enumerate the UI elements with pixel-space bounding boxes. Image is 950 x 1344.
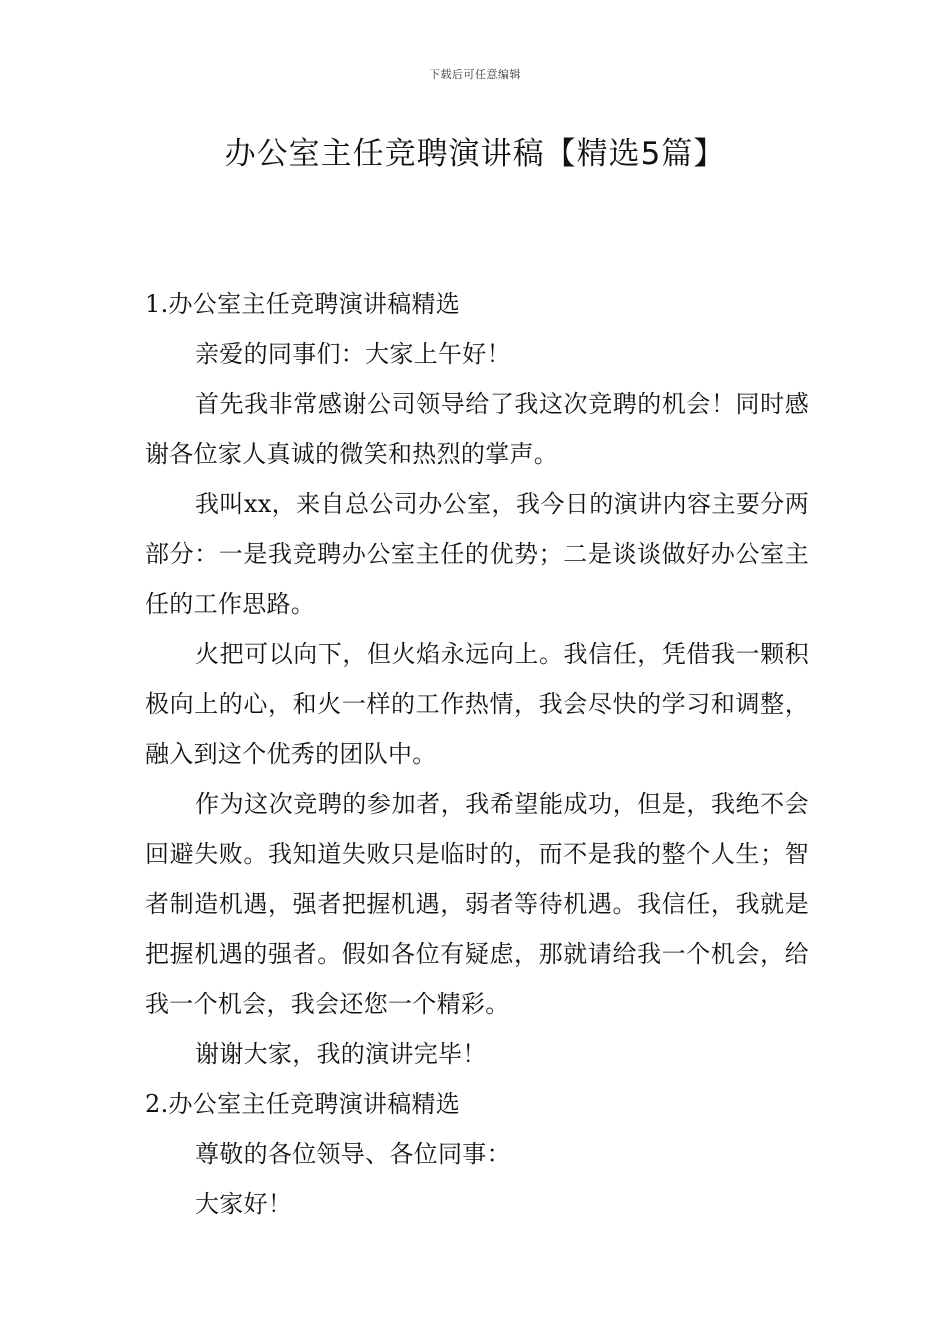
paragraph: 我叫xx，来自总公司办公室，我今日的演讲内容主要分两部分：一是我竞聘办公室主任的优势；二是谈谈做好办公室主任的工作思路。 <box>145 490 809 618</box>
paragraph: 谢谢大家，我的演讲完毕！ <box>195 1040 487 1068</box>
section-heading: 2.办公室主任竞聘演讲稿精选 <box>145 1090 461 1118</box>
paragraph: 亲爱的同事们：大家上午好！ <box>195 340 511 368</box>
header-note: 下载后可任意编辑 <box>429 68 521 81</box>
paragraph: 尊敬的各位领导、各位同事： <box>195 1140 511 1168</box>
document-body <box>145 279 809 1229</box>
paragraph: 首先我非常感谢公司领导给了我这次竞聘的机会！同时感谢各位家人真诚的微笑和热烈的掌声。 <box>145 390 809 468</box>
paragraph: 火把可以向下，但火焰永远向上。我信任，凭借我一颗积极向上的心，和火一样的工作热情，我会尽快的学习和调整，融入到这个优秀的团队中。 <box>145 640 809 768</box>
paragraph: 大家好！ <box>195 1190 293 1218</box>
document-title: 办公室主任竞聘演讲稿【精选5篇】 <box>224 136 726 172</box>
paragraph: 作为这次竞聘的参加者，我希望能成功，但是，我绝不会回避失败。我知道失败只是临时的，而不是我的整个人生；智者制造机遇，强者把握机遇，弱者等待机遇。我信任，我就是把握机遇的强者。假如各位有疑虑，那就请给我一个机会，给我一个机会，我会还您一个精彩。 <box>145 790 809 1018</box>
section-heading: 1.办公室主任竞聘演讲稿精选 <box>145 290 461 318</box>
